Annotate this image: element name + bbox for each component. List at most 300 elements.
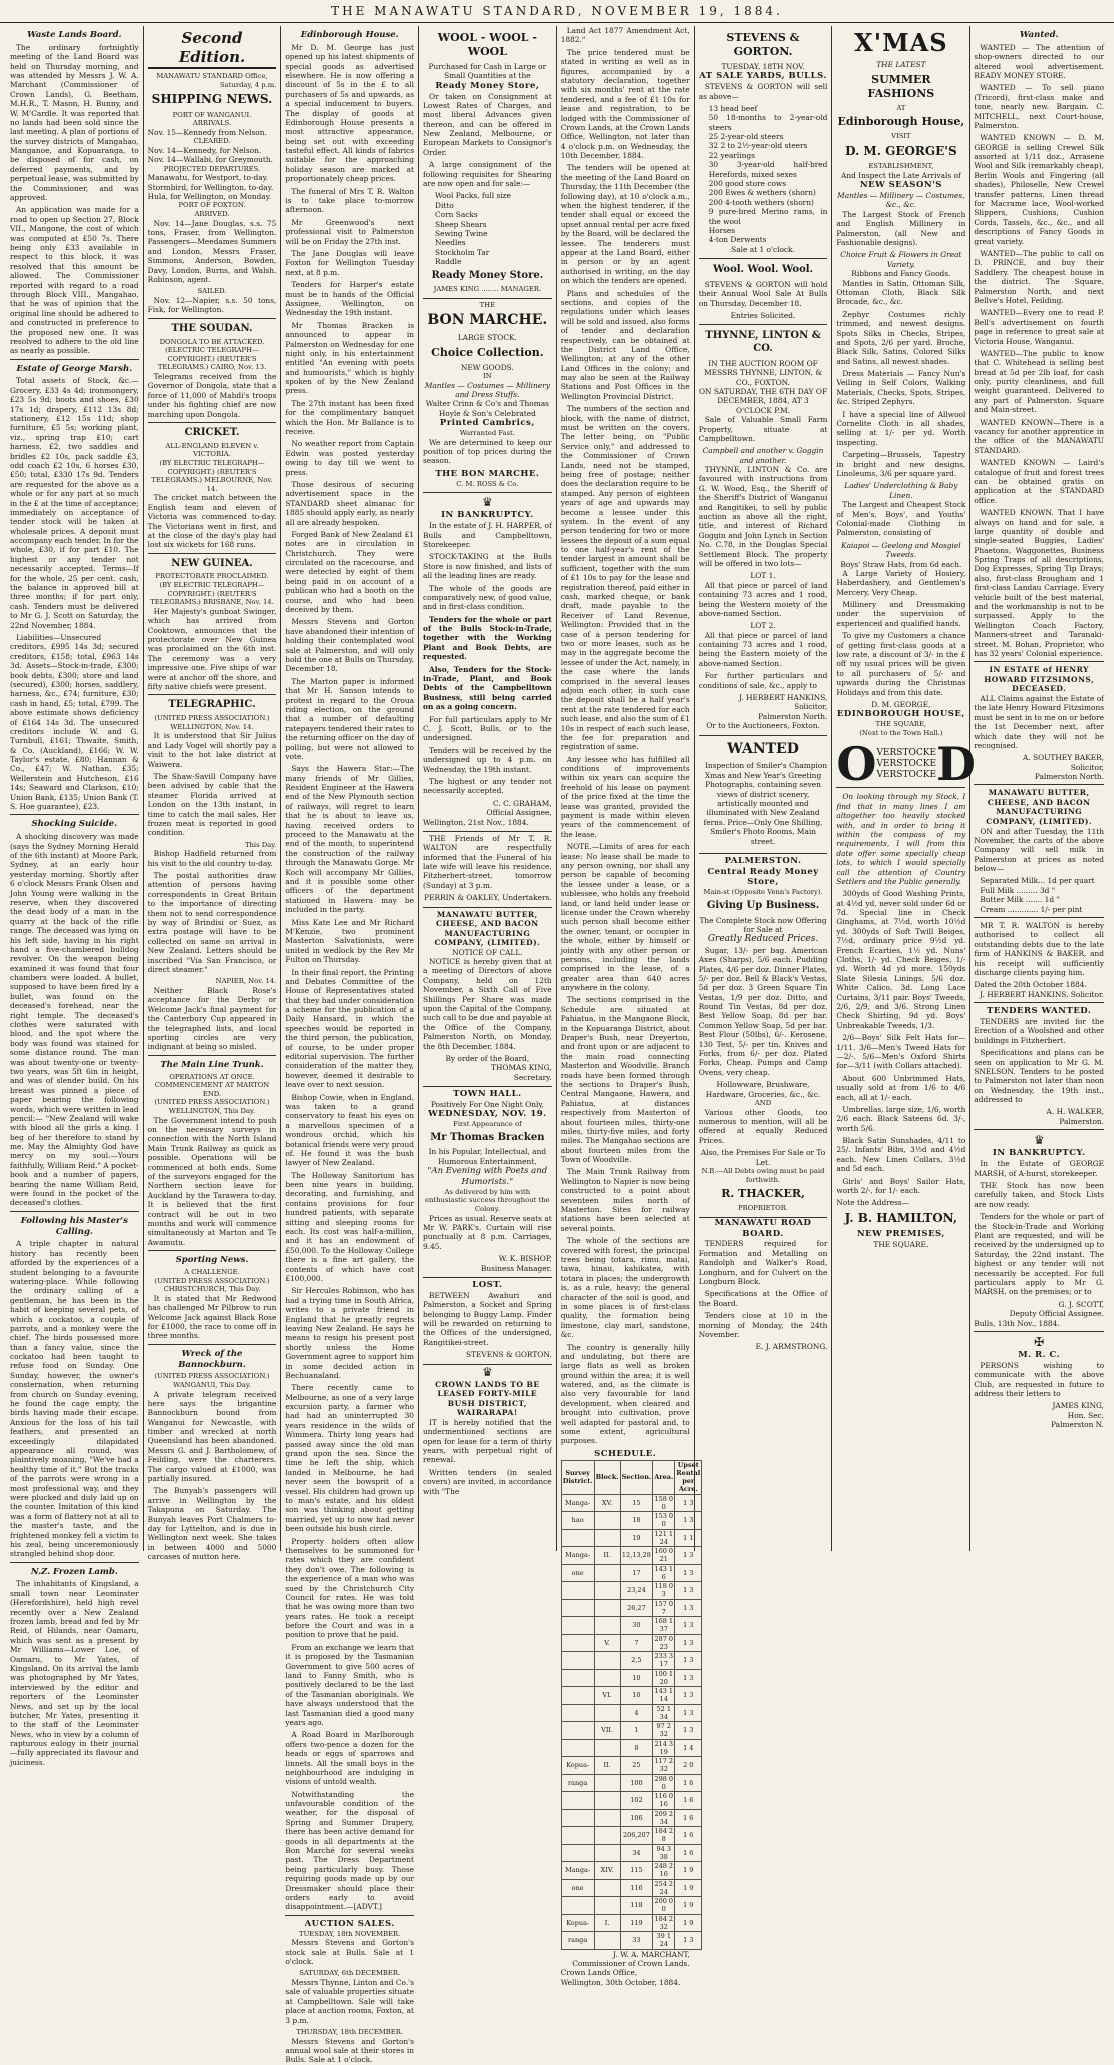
bankruptcy-title: IN BANKRUPTCY.	[441, 510, 534, 521]
trunk-sub: OPERATIONS AT ONCE.	[169, 1072, 255, 1081]
george-name: D. M. GEORGE'S	[845, 144, 957, 159]
signature: Secretary.	[513, 1072, 552, 1082]
heading-soudan: THE SOUDAN.	[171, 322, 253, 334]
divider	[974, 784, 1104, 785]
ad-text: Dress Materials — Fancy Nun's Veiling in Self Colors, Walking Materials, Checks, Spots, Stripes, &c. Striped Zephyrs.	[836, 369, 966, 407]
wool-text: Or taken on Consignment at Lowest Rates of Charges, and most liberal Advances given thereon, and can be offered in New Zealand, Melbourne, or European Markets to Consignor's Order.	[423, 91, 552, 157]
schedule-cell	[594, 1582, 620, 1600]
inspect: And Inspect the Late Arrivals of	[841, 170, 961, 180]
schedule-cell: 143 1 14	[654, 1687, 674, 1704]
local-item: Those desirous of securing advertisement space in the STANDARD sheet almanac for 1885 should apply early, as nearly all are already bespoken.	[285, 479, 415, 527]
signature: Crown Lands Office,	[560, 1968, 638, 1978]
sg-sale: Sale at 1 o'clock.	[731, 244, 795, 254]
bon-items: Mantles — Costumes — Millinery and Dress Stuffs.	[424, 380, 550, 399]
schedule-title: SCHEDULE.	[594, 1448, 657, 1459]
article-text: It is understood that Sir Julius and Lady Vogel will shortly pay a visit to the hot lake district at Waiwera.	[147, 731, 277, 769]
schedule-cell	[561, 1582, 594, 1600]
wanted-text: Inspection of Smiler's Champion Xmas and New Year's Greeting Photographs, containing seven views of district scenery, artistically mounted and illuminated with New Zealand ferns. Price—Only One Shilling, Smiler's Photo Rooms, Main street.	[703, 761, 828, 846]
sg-item: 25 2-year-old steers	[708, 132, 784, 142]
schedule-cell: Kopua-	[561, 1757, 594, 1775]
schedule-cell: XIV.	[594, 1862, 620, 1880]
schedule-cell: 1 6	[675, 1809, 702, 1827]
wanted-title: WANTED	[727, 740, 799, 757]
schedule-cell: 102	[620, 1792, 653, 1810]
schedule-cell: one	[561, 1564, 594, 1582]
schedule-cell: 2 0	[675, 1757, 702, 1775]
sg-item: 200 4-tooth wethers (shorn)	[708, 197, 814, 207]
schedule-row	[561, 1844, 702, 1862]
lost-ad	[423, 1278, 552, 1365]
divider	[10, 1211, 139, 1212]
local-item: The Jane Douglas will leave Foxton for Wellington Tuesday next, at 8 p.m.	[285, 248, 415, 277]
signature: Wellington, 21st Nov., 1884.	[423, 817, 529, 827]
bon-warranted: Warranted Fast.	[459, 428, 516, 437]
schedule-cell	[561, 1739, 594, 1757]
sg-intro: STEVENS & GORTON will sell as above—	[698, 82, 828, 101]
edin-name: Edinborough House,	[837, 115, 965, 129]
this-day: This Day.	[245, 840, 277, 849]
walton-date: Dated the 20th October 1884.	[974, 980, 1087, 990]
sporting-source: (UNITED PRESS ASSOCIATION.) CHRISTCHURCH, This Day.	[154, 1276, 270, 1294]
schedule-cell	[594, 1809, 620, 1827]
town-hall-ad	[423, 1087, 552, 1278]
local-item: Notwithstanding the unfavourable condition of the weather, for the disposal of Spring and Summer Drapery, there has been active demand for goods in all departments at the Bon Marché for several weeks past. The Dress Department being particularly busy. Those requiring goods made up by our Dressmaker should place their orders early to avoid disappointment.—[ADVT.]	[285, 1789, 415, 1912]
walton-notice	[423, 832, 552, 908]
schedule-cell: 160 0 21	[654, 1547, 674, 1564]
crown-icon: ♛	[481, 1364, 493, 1379]
cleared-line: Nov. 14—Kennedy, for Nelson.	[147, 145, 262, 155]
schedule-cell: 33	[620, 1932, 653, 1950]
signature: A. H. WALKER,	[1046, 1107, 1105, 1117]
schedule-row	[561, 1652, 702, 1670]
schedule-cell: 39 1 24	[653, 1932, 675, 1950]
sg-items-list	[699, 104, 828, 245]
thynne-further: For further particulars and conditions of sale, &c., apply to	[698, 671, 828, 690]
signature: Commissioner of Crown Lands.	[572, 1958, 690, 1968]
divider	[148, 422, 277, 423]
signature: D. M. GEORGE,	[871, 699, 931, 709]
signature: Or to the Auctioneers, Foxton.	[706, 721, 820, 731]
schedule-cell	[594, 1564, 620, 1582]
ladies: Ladies' Underclothing & Baby Linen.	[844, 481, 958, 500]
sg-title: STEVENS & GORTON.	[726, 31, 800, 58]
schedule-cell: 200 0 0	[654, 1897, 674, 1914]
projected-line: Hula, for Wellington, on Monday.	[147, 192, 272, 202]
projected-line: Manawatu, for Westport, to-day.	[147, 173, 269, 183]
schedule-cell	[561, 1634, 594, 1652]
land-text: The whole of the sections are covered with forest, the principal trees being totara, rimu, matai, tawa, hinau, kahikatea, with totara in places; the undergrowth is, as a rule, heavy; the general character of the soil is good, and in some places is of first-class quality, the formation being limestone, clay marl, sandstone, &c.	[560, 1236, 690, 1340]
article-text: The Shaw-Savill Company have been advised by cable that the steamer Florida arrived at London on the 13th instant, in time to catch the mail sales. Her frozen meat is reported in good condition.	[147, 771, 277, 838]
bankruptcy-ad	[423, 493, 552, 832]
article-text: The Government intend to push on the necessary surveys in connection with the North Island Main Trunk Railway as quick as possible. Operations will be commenced at both ends. Some of the surveyors engaged for the Northern section leave for Auckland by the Tarawera to-day. It is believed that the first contract will be out in two months and work will commence simultaneously at Marton and Te Awamutu.	[147, 1115, 277, 1247]
wool-item: Raddle	[435, 257, 462, 267]
wool-footer: Ready Money Store.	[431, 269, 544, 281]
trunk-sub2: COMMENCEMENT AT MARTON END.	[154, 1081, 270, 1098]
wool-item: Corn Sacks	[435, 210, 478, 220]
foxton-sailed: Nov. 12—Napier, s.s. 50 tons, Fisk, for Wellington.	[147, 296, 277, 315]
divider	[148, 1055, 277, 1056]
giving-and: AND	[754, 1099, 772, 1107]
schedule-cell	[561, 1599, 594, 1617]
signature: Wellington, 30th October, 1884.	[560, 1977, 681, 1987]
signature: A. SOUTHEY BAKER,	[1023, 753, 1105, 763]
sg-item: Horses	[708, 225, 736, 235]
schedule-cell: 10	[620, 1687, 653, 1705]
wool-item: Sheep Shears	[435, 219, 487, 229]
estate-title: IN ESTATE of HENRY HOWARD FITZSIMONS, DECEASED.	[984, 665, 1095, 694]
local-item: The 27th instant has been fixed for the complimentary banquet which the Hon. Mr Ballance is to receive.	[285, 398, 415, 437]
schedule-cell	[594, 1529, 620, 1547]
schedule-header-cell: Upset Rental per Acre.	[676, 1460, 701, 1494]
mrc-text: PERSONS wishing to communicate with the above Club, are requested in future to address their letters to	[974, 1360, 1105, 1399]
heading-cricket: CRICKET.	[184, 426, 240, 438]
sg-date: TUESDAY, 18TH NOV.	[721, 61, 805, 71]
butter-text: NOTICE is hereby given that at a meeting of Directors of above Company, held on 12th November, a Sixth Call of Five Shillings Per Share was made upon the Capital of the Company, such call to be due and payable at the Office of the Company, Palmerston North, on Monday, the 8th December, 1884.	[423, 957, 552, 1051]
signature: Deputy Official Assignee.	[1009, 1309, 1105, 1319]
schedule-cell	[561, 1897, 594, 1915]
schedule-cell: 26,27	[620, 1599, 653, 1617]
auction-date: THURSDAY, 18th DECEMBER.	[296, 2027, 404, 2036]
giving-title: Giving Up Business.	[706, 899, 820, 911]
palm-title: PALMERSTON.	[724, 855, 802, 866]
divider	[974, 1129, 1104, 1130]
schedule-row	[561, 1932, 702, 1950]
sg-item: 9 pure-bred Merino rams, in the wool	[708, 207, 828, 226]
schedule-cell	[561, 1704, 594, 1722]
local-item: Tenders for Harper's estate must be in hands of the Official Assignee, Wellington, on Wednesday the 19th instant.	[285, 280, 415, 318]
sg-item: 200 good store cows	[708, 179, 787, 189]
wool-items-list	[423, 191, 552, 266]
bon-printed: Printed Cambrics,	[439, 418, 535, 429]
signature: Solicitor,	[1070, 762, 1105, 772]
butter-milk-text: ON and after Tuesday, the 11th November, the carts of the above Company will sell milk in Palmerston at prices as noted below—	[974, 826, 1105, 874]
local-item: A Road Board in Marlborough offers two-pence a dozen for the heads or eggs of sparrows and linnets. All the small boys in the neighbourhood are indulging in visions of untold wealth.	[285, 1730, 415, 1787]
local-item: There recently came to Melbourne, as one of a very large excursion party, a farmer who had had an uninterrupted 30 years residence in the wilds of Wimmera. Thirty long years had passed away since the old man grand upon the sea. Since the time he left the ship, which landed in Melbourne, he had never seen the bowsprit of a vessel. His children had grown up to man's estate, and his oldest son was thinking about getting married, yet up to now had never been outside his bush circle.	[285, 1383, 415, 1534]
schedule-cell: 25	[620, 1757, 653, 1775]
xmas-title: X'MAS	[854, 28, 948, 57]
schedule-cell: 1 4	[675, 1739, 702, 1757]
ad-text: 300yds of Good Washing Prints, at 4½d yd, never sold under 6d or 7d. Special line in Check Ginghams, at 7½d, worth 10½d yd. 300yds of Soft Twill Beiges, 7½d, ordinary price 9½d yd. French Ecarties, 1½ yd. Nuns' Cloths, 1/- yd. Check Beiges, 1/- yd. Worth 4d yd more. 150yds Slate Silesia Linings, 5/6 doz. White Calico, 3d. Long Lace Curtains, 3/11 pair. Boys' Tweeds, 2/6, 2/9, and 3/6. Strong Linen Check Shirting, 9d yd. Boys' Unbreakable Tweeds, 1/3.	[836, 889, 966, 1030]
butter-notice: NOTICE OF CALL.	[452, 947, 523, 957]
schedule-cell	[561, 1529, 594, 1547]
bankruptcy-estate: In the Estate of GEORGE MARSH, of A-hurst, storekeeper.	[974, 1159, 1105, 1178]
tender-text: Specifications and plans can be seen on application to Mr G. M. SNELSON. Tenders to be posted to Palmerston not later than noon on Wednesday, the 19th inst., addressed to	[974, 1048, 1105, 1105]
wanted-item: WANTED — The attention of shop-owners directed to our altered wool advertisement. READY MONEY STORE.	[974, 42, 1105, 80]
second-edition-title: Second Edition.	[148, 29, 277, 69]
schedule-cell: 184 2 8	[654, 1827, 674, 1844]
local-item: Property holders often allow themselves to be summoned for rates which they are confident they don't owe. The following is the experience of a man who was sued by the Christchurch City Council for rates. He was told that he was owing more than two years rates. He took a receipt before the Court and was in a position to prove that he paid.	[285, 1536, 415, 1640]
wanted-item: WANTED KNOWN—There is a vacancy for another apprentice in the office of the MANAWATU STANDARD.	[974, 417, 1105, 455]
tender-title: TENDERS WANTED.	[987, 1006, 1092, 1017]
schedule-cell: 30	[620, 1617, 653, 1635]
signature: Palmerston North.	[758, 711, 828, 721]
land-text: The price tendered must be stated in writing as well as in figures, accompanied by a statutory declaration, together with six months' rent at the rate tendered, and a fee of £1 10s for lease and registration, to be lodged with the Commissioner of Crown Lands, at the Crown Lands Office, Wellington, not later than 4 o'clock p.m. on Wednesday, the 10th December, 1884.	[560, 47, 690, 161]
schedule-row	[561, 1669, 702, 1687]
schedule-row	[561, 1512, 702, 1530]
schedule-row	[561, 1739, 702, 1757]
ad-text: Carpeting—Brussels, Tapestry in bright and new designs, Linoleums, 3/6 per square yard.	[836, 450, 966, 478]
schedule-cell	[594, 1774, 620, 1792]
schedule-cell: VI.	[594, 1687, 620, 1705]
land-text: The Main Trunk Railway from Wellington to Napier is now being constructed to a point about seventeen miles north of Masterton. Sites for railway stations have been selected at several points.	[560, 1167, 690, 1233]
schedule-cell: 12,13,28	[620, 1547, 653, 1565]
bon-walter: Walter Crinn & Co's and Thomas Hoyle & Son's Celebrated	[425, 399, 549, 418]
heading-master: Following his Master's Calling.	[20, 1215, 128, 1237]
schedule-cell: I.	[594, 1914, 620, 1932]
column-7	[832, 26, 976, 1551]
heading-marsh: Estate of George Marsh.	[16, 363, 133, 374]
schedule-header-cell: Survey District.	[561, 1460, 594, 1494]
schedule-cell: 4	[620, 1704, 653, 1722]
ad-text: I have a special line of Allwool Cornelite Cloth in all shades, selling at 1/- per yd. Worth inspecting.	[836, 409, 966, 447]
schedule-row	[561, 1757, 702, 1775]
ribbons: Ribbons and Fancy Goods.	[851, 269, 951, 279]
schedule-cell: 1 6	[675, 1844, 702, 1862]
heading-frozen-lamb: N.Z. Frozen Lamb.	[30, 1566, 118, 1577]
schedule-cell: 1 3	[675, 1564, 702, 1582]
schedule-cell: 1 9	[675, 1914, 702, 1932]
walton-text: MR T. R. WALTON is hereby authorised to collect all outstanding debts due to the late firm of HANKINS & BAKER, and his receipt will sufficiently discharge clients paying him.	[974, 921, 1105, 977]
schedule-cell: II.	[594, 1547, 620, 1565]
article-text: The postal authorities draw attention of persons having correspondents in Great Britain to the importance of directing them not to send correspondence by way of Brindisi or Suez, as extra postage will have to be collected on same on arrival in New Zealand. Letters should be inscribed "Via San Francisco, or direct steamer."	[147, 871, 277, 974]
article-text: A triple chapter in natural history has recently been afforded by the experiences of a student belonging to a favourite watering-place. While following the ordinary calling of a gentleman, he has been in the habit of keeping several pets, of which a cockatoo, a couple of parrots, and a monkey were the chief. The birds possessed more than a fancy value, since the cockatoo had been taught to refuse food on Sunday. One Sunday, however, the owner's consternation, when returning from church on Sunday evening, he found the cage empty, the birds having made their escape. Anxious for the loss of his tail feathers, and presented an exceedingly dilapidated appearance all round, was plaintively moaning, "We've had a healthy time of it." But the tracks of the parrots were wrong in a most professional way, and they were plucked and duly laid up on the counter. Imitation of this kind was a form of flattery not at all to the master's taste, and the frightened monkey fell a victim to his zeal, being unceremoniously strangled behind shop door.	[10, 1239, 139, 1559]
town-prices: Prices as usual. Reserve seats at Mr W. PARK's. Curtain will rise punctually at 8 p.m. Carriages, 9.45.	[423, 1213, 552, 1251]
schedule-cell: 52 1 34	[653, 1704, 675, 1722]
schedule-cell: 214 3 19	[654, 1739, 674, 1756]
divider	[148, 318, 277, 319]
schedule-cell	[561, 1722, 594, 1740]
signature: Palmerston N.	[1051, 1420, 1105, 1430]
thynne-lot2: LOT 2.	[750, 621, 776, 631]
smiler-wanted-ad	[699, 736, 828, 854]
schedule-cell: 298 0 0	[654, 1774, 674, 1791]
town-hall-title: TOWN HALL.	[453, 1089, 522, 1100]
article-text: Telegrams received from the Governor of Dongola, state that a force of 11,000 of Mahdi's troops under his fighting chief are now marching upon Dongola.	[147, 372, 277, 419]
land-text: Any lessee who has fulfilled all conditions of improvements within six years can acquire the freehold of his lease on payment of the price fixed at the time the lease was granted, provided the payment is made within eleven years of the commencement of the lease.	[560, 754, 690, 839]
wool-manager: JAMES KING ........ MANAGER.	[433, 285, 542, 294]
cricket-sub: ALL-ENGLAND ELEVEN v. VICTORIA.	[165, 441, 259, 459]
summer-fashions: SUMMER FASHIONS	[867, 72, 935, 100]
schedule-cell: 1 9	[675, 1862, 702, 1880]
schedule-row	[561, 1774, 702, 1792]
auction-text: Messrs Thynne, Linton and Co.'s sale of valuable properties situate at Campbelltown. Sale will take place at auction rooms, Foxton, at 3 p.m.	[285, 1977, 415, 2025]
soudan-source: (ELECTRIC TELEGRAPH—COPYRIGHT.) (REUTER'S TELEGRAMS.) CAIRO, Nov. 13.	[157, 346, 267, 372]
signature: Official Assignee,	[486, 808, 552, 818]
town-desc: In his Popular, Intellectual, and Humorous Entertainment,	[428, 1147, 547, 1166]
thynne-auction: IN THE AUCTION ROOM OF MESSRS THYNNE, LINTON, & CO., FOXTON.	[704, 358, 822, 387]
milk-price: Cream ............. 1/- per pint	[980, 904, 1083, 914]
schedule-cell: 157 0 7	[654, 1599, 674, 1616]
schedule-cell: 94 3 38	[653, 1844, 675, 1862]
bankruptcy-text: Tenders for the whole or part of the Stock-in-Trade and Working Plant are requested, and will be received by the undersigned up to Saturday, the 22nd instant. The highest or any tender will not necessarily be accepted. For full particulars apply to Mr G. MARSH, on the premises; or to	[974, 1212, 1105, 1297]
auction-heading: AUCTION SALES.	[304, 1918, 395, 1929]
schedule-header-row	[561, 1460, 702, 1494]
napier-dateline: NAPIER, Nov. 14.	[215, 977, 277, 986]
divider	[148, 553, 277, 554]
schedule-cell	[594, 1932, 620, 1950]
schedule-cell	[594, 1669, 620, 1687]
wool-sale-title: Wool. Wool. Wool.	[712, 264, 814, 276]
heading-wanted: Wanted.	[1019, 30, 1059, 40]
signature: C. C. GRAHAM,	[493, 798, 552, 808]
article-text: Bishop Hadfield returned from his visit to the old country to-day.	[147, 849, 277, 868]
projected-line: Stormbird, for Wellington, to-day.	[147, 182, 274, 192]
schedule-cell: 168 1 37	[654, 1617, 674, 1634]
schedule-cell: 106	[620, 1809, 653, 1827]
schedule-cell: II.	[594, 1757, 620, 1775]
crown-lands-ad	[423, 1365, 552, 1496]
local-item: Says the Hawera Star:—The many friends of Mr Gillies, Resident Engineer at the Hawera end of the New Plymouth section of railways, will regret to learn that he is about to leave us, having received orders to proceed to the Manawatu at the end of the month, to superintend the construction of the railway through the Manawatu Gorge. Mr Koch will accompany Mr Gillies, and it is possible some other officers of the department stationed in Hawera may be included in the party.	[285, 764, 415, 915]
signature: By order of the Board,	[445, 1053, 530, 1063]
schedule-cell: 1 3	[675, 1704, 702, 1722]
schedule-cell	[561, 1617, 594, 1635]
local-item: No weather report from Captain Edwin was posted yesterday owing to day till we went to press.	[285, 439, 415, 477]
land-text: Plans and schedules of the sections, and copies of the regulations under which leases will be sold and issued, also forms of tender and declaration respectively, can be obtained at the District Land Office, Wellington; at any of the other Land Offices in the colony; and may also be seen at the Railway Stations and Post Offices in the Wellington Provincial District.	[560, 288, 690, 401]
schedule-row	[561, 1617, 702, 1635]
wool-title: WOOL - WOOL - WOOL	[437, 31, 537, 58]
wool-entries: Entries Solicited.	[730, 311, 796, 320]
article-text: Neither Black Rose's acceptance for the Derby or Welcome Jack's final payment for the Canterbury Cup appeared in the telegraphed lists, and local sporting circles are very indignant at being so misled.	[147, 986, 277, 1052]
port-foxton: PORT OF FOXTON.	[178, 201, 246, 210]
schedule-cell: 118	[620, 1897, 653, 1915]
divider	[10, 359, 139, 360]
schedule-cell: 1 3	[675, 1617, 702, 1635]
schedule-cell: 1 1	[675, 1529, 702, 1547]
sg-item: 32 2 to 2½-year-old steers	[708, 141, 808, 151]
heading-trunk: The Main Line Trunk.	[160, 1059, 264, 1070]
land-text: The sections comprised in the Schedule are situated at Pahiatua, in the Mangaone Block, in the Kopuaranga District, about Draper's Bush, near Dreyerton, and front upon or are adjacent to the main road connecting Masterton and Woodville. Branch roads have been formed through the sections to Draper's Bush, Central Mangaone, Hawera, and Pahiatua, at distances respectively from Masterton of about fourteen miles, thirty-one miles, thirty-five miles, and forty miles. The Mangahao sections are about fourteen miles from the Town of Woodville.	[560, 995, 690, 1165]
note-address: Note the Address—	[836, 1198, 910, 1208]
article-text: The inhabitants of Kingsland, a small town near Leominster (Herefordshire), held high revel recently over a New Zealand frozen lamb, bread and fed by Mr Reid, of Hilands, near Oamaru, which was sent as a present by Mr Williams—Lower Loe, of Oamaru, to Mr Yates, of Kingsland. On its arrival the lamb was photographed by Mr Yates, interviewed by the editor and reporters of the Leominster News, and set up by the local butcher, Mr Yates, presenting it to the staff of the Leominster News, who in view by a column of rapturous eulogy in their journal—fully appreciated its flavour and juiciness.	[10, 1579, 139, 1767]
schedule-cell	[594, 1739, 620, 1757]
overstocked-word: VERSTOCKE	[876, 758, 937, 769]
schedule-cell	[561, 1827, 594, 1845]
schedule-cell: 254 2 24	[654, 1879, 674, 1896]
straw: Boys' Straw Hats, from 6d each.	[840, 559, 962, 569]
schedule-cell: 1 3	[675, 1932, 702, 1950]
schedule-body	[561, 1494, 702, 1949]
schedule-cell: 19	[620, 1529, 653, 1547]
office-line: MANAWATU STANDARD Office,	[156, 72, 268, 81]
local-item: The Marton paper is informed that Mr H. Sanson intends to protest in regard to the Oroua riding election, on the ground that a number of defaulting ratepayers tendered their rates to the returning officer on the day of polling, but were not allowed to vote.	[285, 676, 415, 761]
local-item: Messrs Stevens and Gorton have abandoned their intention of holding their contemplated wool sale at Palmerston, and will only hold the one at Bulls on Thursday, December 18.	[285, 617, 415, 674]
bon-text: We are determined to keep our position of top prices during the season.	[423, 437, 552, 466]
overstocked-letter-o: O	[836, 737, 877, 792]
schedule-cell	[561, 1652, 594, 1670]
thynne-text: THYNNE, LINTON & Co. are favoured with instructions from G. W. Wood, Esq., the Sheriff of the Sheriff's District of Wanganui and Rangitikei, to sell by public auction as above all the right, title, and interest of Richard Goggin and John Lynch in Section No. C.78, in the Douglas Special Settlement Block. The property will be offered in two lots—	[698, 465, 828, 568]
label-sailed: SAILED.	[197, 287, 227, 296]
schedule-header-cell: Block.	[594, 1460, 620, 1494]
schedule-cell: 34	[620, 1844, 653, 1862]
article-text: Total assets of Stock, &c.—Grocery, £33 4s 4d; ironmongery, £23 5s 9d; boots and shoes, £30 17s 1d; drapery, £112 13s 8d; stationery, £12 15s 11d; shop furniture, £5 5s; working plant, viz., spring trap £10; cart harness, £2, two saddles and bridles £2 10s, pack saddle £3, odd coach £2 10s, 6 horses £30, £50; total, £330 17s 9d. Tenders are requested for the above as a whole or for any part at so much in the £ at the time of acceptance; immediately on acceptance of tender stock will be taken at wholesale prices. A deposit must accompany each tender. In for the whole, £30, if for part £10. The highest or any tender not necessarily accepted. Terms—If for the whole, 25 per cent. cash, the balance in approved bill at three months; if for part only, cash. Tenders must be delivered to Mr G. J. Scott on Saturday, the 22nd November, 1884.	[10, 376, 139, 630]
overstocked-banner	[836, 737, 976, 792]
road-board-ad	[699, 1218, 828, 1352]
local-item: The funeral of Mrs T. R. Walton is to take place to-morrow afternoon.	[285, 186, 415, 215]
schedule-cell: 1 6	[675, 1774, 702, 1792]
sg-item: 4-ton Derwents	[708, 235, 767, 245]
wool-intro: Purchased for Cash in Large or Small Quantities at the	[428, 61, 547, 81]
wreck-source: (UNITED PRESS ASSOCIATION.) WANGANUI, This Day.	[154, 1372, 270, 1389]
ad-text: Zephyr Costumes richly trimmed, and newest designs. Spots Silks in Checks, Stripes, and Spots, 2/6 per yard. Broche, Black Silk, Satins, Colored Silks and Satins, all newest shades.	[836, 309, 966, 366]
schedule-cell: 1	[620, 1722, 653, 1740]
visit: VISIT	[891, 132, 911, 141]
signature: Business Manager.	[480, 1263, 552, 1273]
heading-suicide: Shocking Suicide.	[31, 819, 118, 830]
schedule-cell: 1 3	[675, 1669, 702, 1687]
emblem-icon: ✠	[1034, 1334, 1045, 1349]
signature: THOMAS KING,	[491, 1063, 552, 1073]
local-item: Sir Hercules Robinson, who has had a trying time in South Africa, writes to a private friend in England that he greatly regrets leaving New Zealand. He says he means to resign his present post shortly unless the Home Government agree to support him in some decided action in Bechuanaland.	[285, 1286, 415, 1380]
signature: E. J. ARMSTRONG.	[755, 1342, 828, 1352]
bankruptcy-text: Tenders will be received by the undersigned up to 4 p.m. on Wednesday, the 19th instant.	[423, 745, 552, 774]
column-5	[557, 26, 701, 1987]
road-text: TENDERS required for Formation and Metalling on Randolph and Walker's Road, Longburn, and for Culvert on the Longburn Block.	[698, 1239, 828, 1286]
schedule-cell: 1 3	[675, 1547, 702, 1565]
thynne-sale: Sale of Valuable Small Farm Property, situate at Campbelltown.	[698, 415, 828, 443]
bon-the: THE	[479, 300, 496, 309]
at: AT	[896, 103, 906, 112]
crown-icon: ♛	[481, 495, 493, 510]
overstocked-words	[876, 748, 936, 782]
schedule-row	[561, 1564, 702, 1582]
schedule-cell: 1 9	[675, 1879, 702, 1897]
wool-ad	[423, 26, 552, 299]
schedule-cell: 117 2 32	[654, 1757, 674, 1774]
ad-text: Millinery and Dressmaking under the supervision of experienced and qualified hands.	[836, 600, 966, 628]
wool-sale-ad	[699, 259, 828, 325]
giving-nb: N.B.—All Debts owing must be paid forthwith.	[701, 1166, 825, 1184]
local-item: Bishop Cowie, when in England, was taken to a grand conservatory to feast his eyes on a marvellous specimen of a wondrous orchid, which his botanical friends were very proud of. He found it was the bush lawyer of New Zealand.	[285, 1092, 415, 1168]
schedule-cell: Manga-	[561, 1547, 594, 1565]
article-text: It is stated that Mr Redwood has challenged Mr Pilbrow to run Welcome Jack against Black Rose for £1000, the race to come off in three months.	[147, 1293, 277, 1341]
guinea-sub: PROTECTORATE PROCLAIMED.	[155, 572, 269, 581]
giving-premises: Also, the Premises For Sale or To Let.	[700, 1148, 826, 1167]
label-arrived: ARRIVED.	[194, 210, 230, 219]
signature: Hon. Sec.	[1067, 1410, 1105, 1420]
auction-date: TUESDAY, 18th NOVEMBER.	[299, 1929, 401, 1938]
signature: J. HERBERT HANKINS,	[739, 693, 828, 703]
bankruptcy-text: Also, Tenders for the Stock-in-Trade, Plant, and Book Debts of the Campbelltown Business, still being carried on as a going concern.	[423, 664, 552, 712]
milk-price-list	[974, 876, 1104, 914]
wool-item: Sewing Twine	[435, 228, 488, 238]
ad-text: About 600 Unbrimmed Hats, usually sold at from 1/6 to 4/6 each, all at 1/- each.	[836, 1073, 966, 1102]
schedule-cell: 1 3	[675, 1634, 702, 1652]
bon-new: NEW GOODS.	[460, 362, 514, 372]
schedule-cell: VII.	[594, 1722, 620, 1740]
stevens-gorton-ad	[699, 26, 828, 259]
road-title: MANAWATU ROAD BOARD.	[714, 1217, 812, 1239]
schedule-cell: 1 6	[675, 1792, 702, 1810]
schedule-row	[561, 1529, 702, 1547]
signature: J. HERBERT HANKINS, Solicitor.	[980, 989, 1105, 999]
land-text: NOTE.—Limits of area for each lease: No lease shall be made to any person owning, nor shall any person be capable of becoming the lessee under a lease, or a sublessee, who holds any freehold land, or land held under lease or license under the Crown whereby such person shall become either the owner, tenant, or occupier in the whole, either by himself or jointly with any other person or persons, including the lands comprised in the lease, of a greater area than 640 acres anywhere in the colony.	[560, 842, 690, 993]
schedule-cell: 121 1 24	[654, 1529, 674, 1546]
port-wanganui: PORT OF WANGANUI.	[172, 110, 252, 119]
schedule-row	[561, 1862, 702, 1880]
column-4	[419, 26, 557, 1551]
schedule-row	[561, 1704, 702, 1722]
land-text: The tenders will be opened at the meeting of the Land Board on Thursday, the 11th December (the following day), at 10 o'clock a.m., when the highest tenderer, if the tender shall equal or exceed the upset annual rental per acre fixed by the Board, will be declared the lessee. The tenderers must appear at the Land Board, either in person or by an agent authorised in writing, on the day on which the tenders are opened.	[560, 163, 690, 286]
schedule-cell: 206,207	[620, 1827, 653, 1845]
divider	[285, 1915, 414, 1916]
schedule-cell: 1 9	[675, 1897, 702, 1915]
bon-owner: C. M. ROSS & Co.	[456, 479, 519, 488]
ad-text: Girls' and Boys' Sailor Hats, worth 2/-, for 1/- each.	[836, 1176, 966, 1196]
signature: Bulls, 13th Nov., 1884.	[974, 1318, 1060, 1328]
kinds: Kaiapoi — Geelong and Mosgiel Tweeds.	[841, 540, 961, 560]
wanted-item: WANTED—The public to call on D. PRINCE, and buy their Saddlery. The cheapest house in the district. The Square, Palmerston North, and next Bellve's Hotel, Feilding.	[974, 248, 1105, 305]
thynne-lot1: LOT 1.	[750, 571, 776, 581]
